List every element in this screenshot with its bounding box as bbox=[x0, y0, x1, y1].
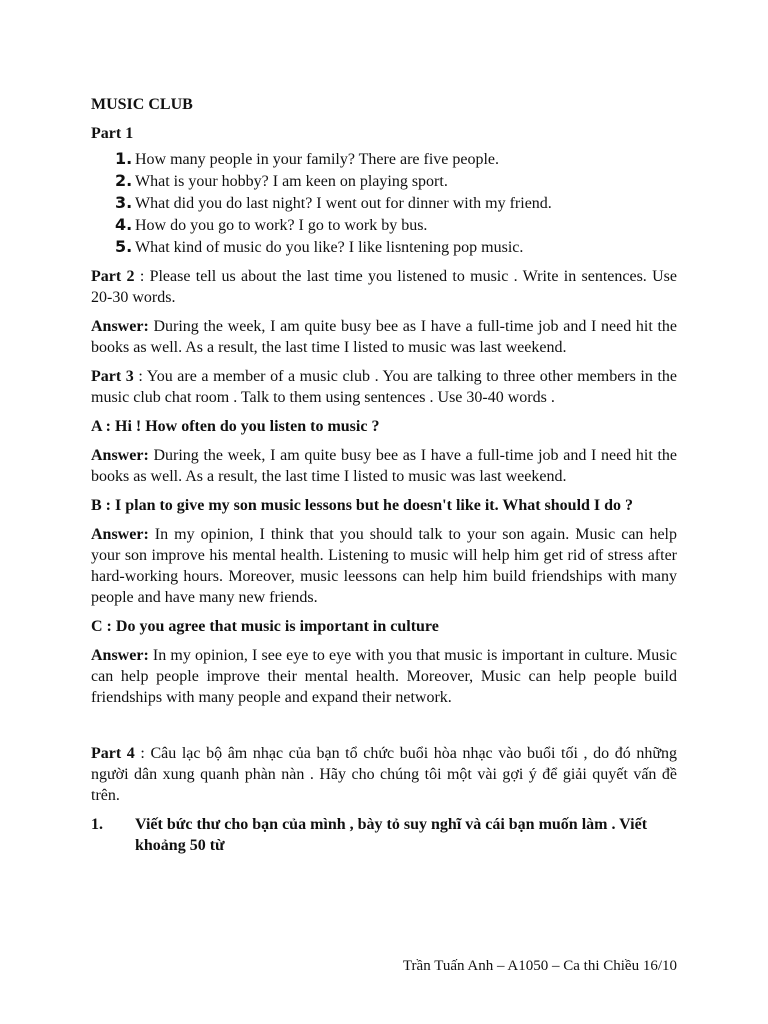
task-text: Viết bức thư cho bạn của mình , bày tỏ suy nghĩ và cái bạn muốn làm . Viết khoảng 50 từ bbox=[135, 816, 648, 854]
answer-label: Answer: bbox=[91, 447, 149, 464]
list-number: 2. bbox=[115, 171, 133, 190]
part4-task-list bbox=[91, 814, 677, 856]
question-b: B : I plan to give my son music lessons but he doesn't like it. What should I do ? bbox=[91, 497, 634, 514]
part1-heading: Part 1 bbox=[91, 125, 134, 142]
list-item bbox=[115, 236, 677, 258]
list-item bbox=[115, 148, 677, 170]
part4-label: Part 4 bbox=[91, 745, 135, 762]
part3-prompt bbox=[91, 366, 677, 408]
answer-text: During the week, I am quite busy bee as I have a full-time job and I need hit the books as well. As a result, the last time I listed to music was last weekend. bbox=[91, 447, 677, 485]
list-number: 4. bbox=[115, 215, 133, 234]
page-footer: Trần Tuấn Anh – A1050 – Ca thi Chiều 16/10 bbox=[402, 958, 677, 974]
question-a: A : Hi ! How often do you listen to music ? bbox=[91, 418, 380, 435]
answer-b bbox=[91, 524, 677, 608]
answer-label: Answer: bbox=[91, 647, 149, 664]
answer-text: During the week, I am quite busy bee as I have a full-time job and I need hit the books as well. As a result, the last time I listed to music was last weekend. bbox=[91, 318, 677, 356]
list-number: 1. bbox=[115, 149, 133, 168]
list-text: What kind of music do you like? I like lisntening pop music. bbox=[135, 239, 524, 256]
list-text: How do you go to work? I go to work by bus. bbox=[135, 217, 428, 234]
answer-text: In my opinion, I see eye to eye with you that music is important in culture. Music can help people improve their mental health. Moreover, Music can help people build friendships with many people and expand their network. bbox=[91, 647, 677, 706]
answer-label: Answer: bbox=[91, 318, 149, 335]
part2-prompt-text: : Please tell us about the last time you listened to music . Write in sentences. Use 20-30 words. bbox=[91, 268, 677, 306]
answer-a bbox=[91, 445, 677, 487]
answer-label: Answer: bbox=[91, 526, 149, 543]
task-number: 1. bbox=[91, 816, 103, 833]
document-title: MUSIC CLUB bbox=[91, 96, 193, 113]
list-number: 5. bbox=[115, 237, 133, 256]
part2-answer bbox=[91, 316, 677, 358]
answer-text: In my opinion, I think that you should talk to your son again. Music can help your son improve his mental health. Listening to music will help him get rid of stress after hard-working hours. Moreover, music leessons can help him build friendships with many people and have many new friends. bbox=[91, 526, 677, 606]
answer-c bbox=[91, 645, 677, 708]
part2-label: Part 2 bbox=[91, 268, 135, 285]
part1-list bbox=[91, 148, 677, 258]
part3-prompt-text: : You are a member of a music club . You are talking to three other members in the music club chat room . Talk to them using sentences . Use 30-40 words . bbox=[91, 368, 677, 406]
list-text: What is your hobby? I am keen on playing sport. bbox=[135, 173, 448, 190]
list-number: 3. bbox=[115, 193, 133, 212]
list-item bbox=[115, 192, 677, 214]
question-c: C : Do you agree that music is important in culture bbox=[91, 618, 439, 635]
list-item bbox=[115, 214, 677, 236]
part4-prompt bbox=[91, 743, 677, 806]
part4-prompt-text: : Câu lạc bộ âm nhạc của bạn tổ chức buổi hòa nhạc vào buổi tối , do đó những người dân xung quanh phàn nàn . Hãy cho chúng tôi một vài gợi ý để giải quyết vấn đề trên. bbox=[91, 745, 677, 804]
list-text: What did you do last night? I went out for dinner with my friend. bbox=[135, 195, 552, 212]
part3-label: Part 3 bbox=[91, 368, 134, 385]
document-body bbox=[91, 94, 677, 856]
task-item bbox=[91, 814, 677, 856]
spacer bbox=[91, 716, 677, 743]
list-item bbox=[115, 170, 677, 192]
list-text: How many people in your family? There are five people. bbox=[135, 151, 500, 168]
part2-prompt bbox=[91, 266, 677, 308]
